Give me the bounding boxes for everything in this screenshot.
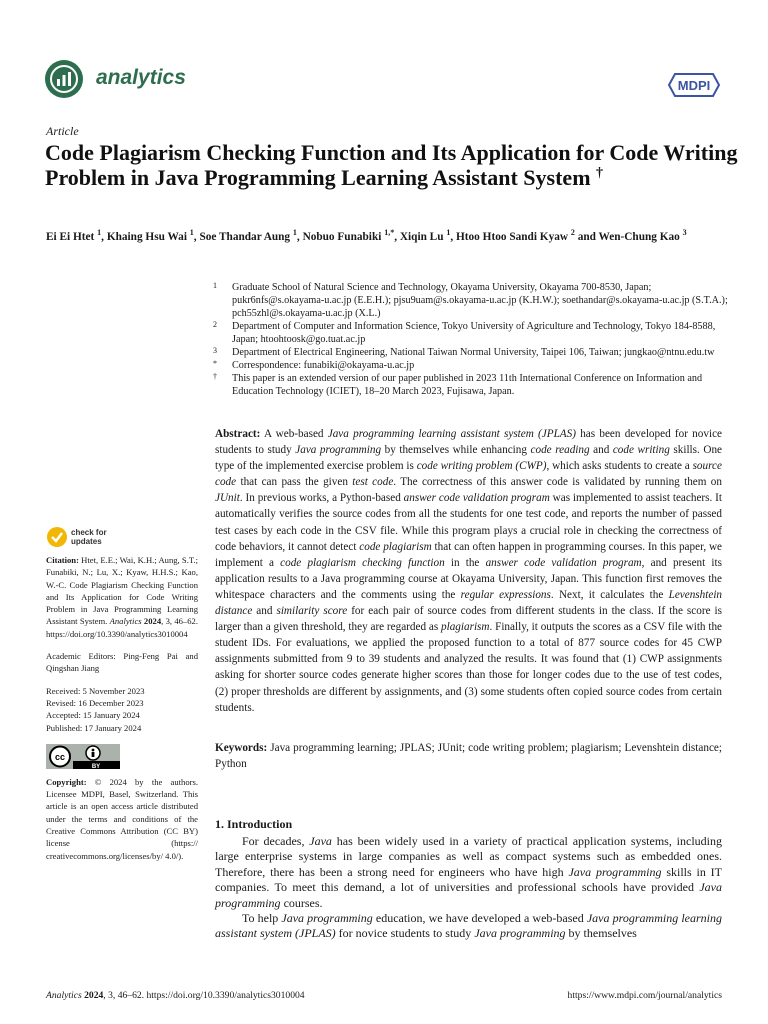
section-heading-introduction: 1. Introduction: [215, 817, 293, 831]
affiliation-text: Correspondence: funabiki@okayama-u.ac.jp: [232, 360, 415, 371]
author-affiliation-mark: 1,*: [384, 228, 395, 238]
text-run: courses.: [280, 895, 323, 910]
author-affiliation-mark: 1: [292, 228, 297, 238]
footer-journal-url[interactable]: https://www.mdpi.com/journal/analytics: [567, 990, 722, 1001]
affiliation-item: [213, 281, 733, 320]
text-run: For decades,: [242, 834, 310, 848]
affiliation-item: [213, 320, 733, 346]
text-run: . The correctness of this answer code is validated by running them on: [393, 476, 722, 489]
emphasis-text: Java programming learning assistant system (JPLAS): [327, 428, 576, 440]
check-for-updates-badge[interactable]: [46, 526, 198, 548]
emphasis-text: Java programming: [568, 864, 662, 879]
text-run: . Finally, it outputs the scores as a CSV file with the student IDs. For evaluations, we applied the proposed function to a total of 877 source codes for 45 CWP assignments submitted from 9 to 39 students and analyzed the results. It was found that (1) CWP assignments asking for shorter source codes generate higher scores than those for longer codes due to the use of test codes, (2) proper thresholds are different by assignments, and (3) some students often copied source codes from certain students.: [215, 621, 722, 714]
affiliation-text: Graduate School of Natural Science and Technology, Okayama University, Okayama 700-8530, Japan; pukr6nfs@s.okayama-u.ac.jp (E.E.H.); pjsu9uam@s.okayama-u.ac.jp (K.H.W.); soethandar@s.okayama-u.ac.jp (S.T.A.); pch55zhl@s.okayama-u.ac.jp (X.L.): [232, 282, 728, 319]
text-run: by themselves: [565, 926, 637, 941]
paper-title: [45, 140, 745, 190]
author-name[interactable]: Wen-Chung Kao $^3$: [598, 228, 687, 243]
journal-logo-icon: [44, 59, 84, 99]
abstract-label: Abstract:: [215, 428, 261, 440]
intro-paragraph: [215, 834, 722, 911]
text-run: for each pair of source codes from different students in the class. If the score is larger than a given threshold, they are regarded as: [215, 605, 722, 634]
emphasis-text: Java programming: [215, 880, 722, 910]
journal-name: analytics: [96, 66, 186, 89]
affiliation-mark: 2: [213, 320, 217, 329]
title-text: Code Plagiarism Checking Function and Its Application for Code Writing Problem in Java Programming Learning Assistant System: [45, 140, 738, 190]
affiliation-mark: *: [213, 359, 217, 368]
text-run: A web-based: [260, 428, 328, 440]
svg-text:BY: BY: [91, 763, 101, 769]
affiliation-item: [213, 359, 733, 372]
text-run: education, we have developed a web-based: [372, 911, 587, 926]
affiliation-text: Department of Electrical Engineering, National Taiwan Normal University, Taipei 106, Taiwan; jungkao@ntnu.edu.tw: [232, 347, 715, 358]
author-name[interactable]: Htoo Htoo Sandi Kyaw $^2$: [455, 228, 575, 243]
introduction-body: [215, 834, 722, 942]
author-list: Ei Ei Htet $^1$, Khaing Hsu Wai $^1$, Soe Thandar Aung $^1$, Nobuo Funabiki $^{1,*}$, Xiqin Lu $^1$, Htoo Htoo Sandi Kyaw $^2$ and Wen-Chung Kao $^3$: [46, 228, 687, 243]
date-line: Revised: 16 December 2023: [46, 697, 144, 708]
emphasis-text: Java programming: [295, 444, 382, 457]
author-affiliation-mark: 1: [97, 228, 102, 238]
emphasis-text: similarity score: [276, 605, 348, 618]
emphasis-text: code writing problem (CWP): [416, 460, 547, 473]
intro-paragraph: [215, 911, 722, 942]
date-line: Accepted: 15 January 2024: [46, 710, 140, 721]
copyright-block: Copyright: © 2024 by the authors. Licensee MDPI, Basel, Switzerland. This article is an open access article distributed under the terms and conditions of the Creative Commons Attribution (CC BY) license (https:// creativecommons.org/licenses/by/ 4.0/).: [46, 776, 198, 861]
author-affiliation-mark: 1: [189, 228, 194, 238]
affiliation-mark: 3: [213, 346, 217, 355]
author-name[interactable]: Khaing Hsu Wai $^1$: [106, 228, 194, 243]
sidebar: [46, 526, 198, 872]
svg-text:MDPI: MDPI: [677, 78, 711, 93]
author-name[interactable]: Nobuo Funabiki $^{1,*}$: [302, 228, 395, 243]
emphasis-text: code writing: [612, 444, 670, 457]
emphasis-text: code plagiarism checking function: [280, 556, 445, 569]
text-run: To help: [242, 911, 282, 926]
text-run: and: [589, 444, 613, 457]
emphasis-text: code plagiarism: [359, 540, 432, 553]
author-name[interactable]: Ei Ei Htet $^1$: [46, 228, 102, 243]
keywords: Keywords: Java programming learning; JPLAS; JUnit; code writing problem; plagiarism; Levenshtein distance; Python: [215, 742, 722, 770]
text-run: has been widely used in a variety of practical application systems, including large enterprise systems in large companies as well as compact systems such as embedded ones. Therefore, there has been a strong need for engineers who have high: [215, 834, 722, 879]
affiliation-mark: †: [213, 372, 217, 381]
abstract: [215, 426, 722, 716]
author-affiliation-mark: 1: [446, 228, 451, 238]
text-run: has been developed for novice students to study: [215, 428, 723, 457]
text-run: skills in IT companies. To meet this demand, a lot of universities and professional schools have provided: [215, 864, 722, 895]
emphasis-text: answer code validation program: [485, 556, 642, 569]
text-run: . Next, it calculates the: [550, 588, 669, 601]
affiliation-mark: 1: [213, 281, 217, 290]
text-run: , and present its application results to a Java programming course at Okayama University, Japan. This function first removes the whitespace characters and the comments using the: [215, 556, 722, 601]
emphasis-text: Levenshtein distance: [215, 588, 723, 618]
text-run: , which asks students to create a: [546, 460, 693, 473]
text-run: . In previous works, a Python-based: [239, 492, 404, 505]
article-type: Article: [46, 124, 79, 138]
text-run: for novice students to study: [335, 926, 475, 941]
check-updates-label: check for updates: [71, 528, 107, 546]
emphasis-text: source code: [215, 460, 722, 489]
dates-block: [46, 685, 198, 734]
author-name[interactable]: Xiqin Lu $^1$: [399, 228, 451, 243]
affiliation-text: This paper is an extended version of our paper published in 2023 11th International Conference on Information and Education Technology (ICIET), 18–20 March 2023, Fujisawa, Japan.: [232, 373, 703, 397]
mdpi-logo[interactable]: [665, 72, 723, 98]
footer-citation: Analytics 2024, 3, 46–62. https://doi.org/10.3390/analytics3010004: [46, 990, 305, 1001]
title-dagger: †: [596, 165, 604, 181]
emphasis-text: Java programming: [474, 926, 566, 941]
date-line: Published: 17 January 2024: [46, 722, 142, 733]
emphasis-text: test code: [352, 476, 394, 489]
affiliation-text: Department of Computer and Information Science, Tokyo University of Agriculture and Technology, Tokyo 184-8588, Japan; htoohtoosk@go.tuat.ac.jp: [232, 321, 716, 345]
emphasis-text: Java: [309, 834, 332, 848]
citation-block: Citation: Htet, E.E.; Wai, K.H.; Aung, S.T.; Funabiki, N.; Lu, X.; Kyaw, H.H.S.; Kao, W.-C. Code Plagiarism Checking Function and Its Application for Code Writing Problem in Java Programming Learning Assistant System. Analytics 2024, 3, 46–62. https://doi.org/10.3390/analytics3010004: [46, 555, 198, 639]
academic-editors: Academic Editors: Ping-Feng Pai and Qingshan Jiang: [46, 651, 198, 674]
author-name[interactable]: Soe Thandar Aung $^1$: [199, 228, 297, 243]
text-run: in the: [444, 556, 486, 569]
text-run: by themselves while enhancing: [381, 444, 531, 457]
emphasis-text: plagiarism: [441, 621, 490, 634]
emphasis-text: code reading: [530, 444, 590, 457]
svg-text:cc: cc: [54, 751, 66, 762]
text-run: skills. One type of the implemented exercise problem is: [215, 444, 722, 473]
date-line: Received: 5 November 2023: [46, 685, 145, 696]
emphasis-text: Java programming learning assistant system (JPLAS): [215, 911, 722, 941]
text-run: that can often happen in programming courses. In this paper, we implement a: [215, 540, 723, 569]
emphasis-text: Java programming: [281, 911, 373, 926]
authors-and: and: [577, 231, 599, 243]
check-updates-icon: [46, 526, 68, 548]
cc-by-license-icon[interactable]: [46, 744, 120, 769]
text-run: and: [252, 605, 277, 618]
affiliation-item: [213, 372, 733, 398]
emphasis-text: regular expressions: [460, 588, 551, 601]
text-run: was implemented to assist teachers. It automatically verifies the source codes from all the students for one test code, and reports the number of passed test cases by each code in the CSV file. While this program plays a crucial role in checking the correctness of code behaviors, it cannot detect: [215, 492, 722, 553]
affiliation-item: [213, 346, 733, 359]
affiliations: [213, 281, 733, 398]
emphasis-text: answer code validation program: [403, 492, 550, 505]
emphasis-text: JUnit: [215, 492, 240, 505]
author-affiliation-mark: 2: [570, 228, 575, 238]
author-affiliation-mark: 3: [682, 228, 687, 238]
text-run: that can pass the given: [236, 476, 353, 489]
